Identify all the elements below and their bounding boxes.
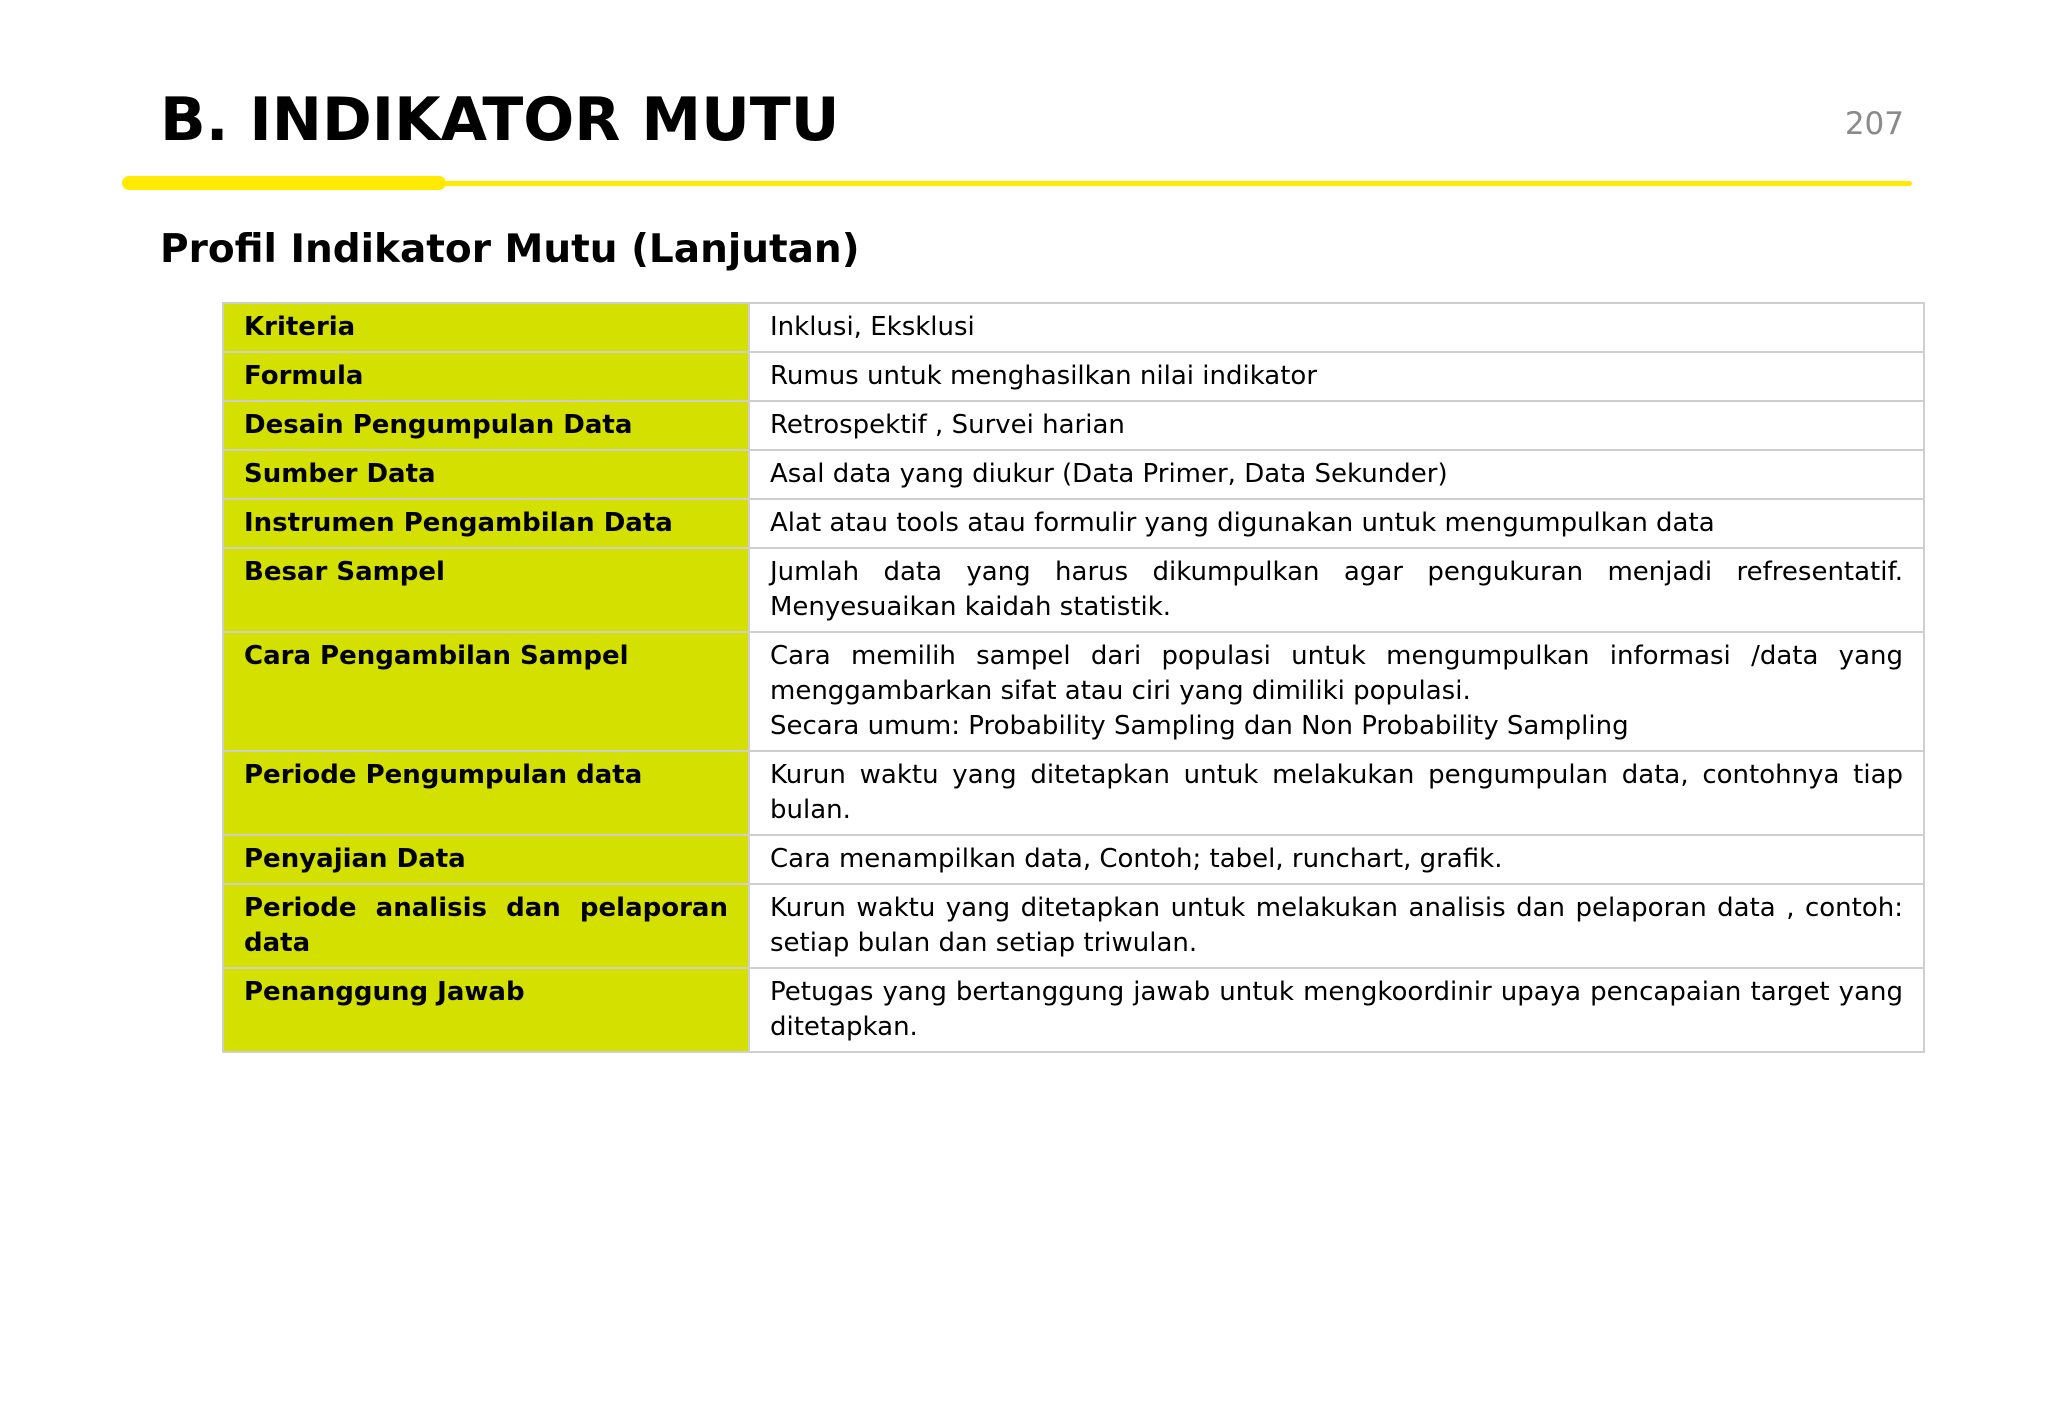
criteria-value-text: Cara memilih sampel dari populasi untuk mengumpulkan informasi /data yang menggambarkan sifat atau ciri yang dimiliki populasi.: [770, 641, 1903, 706]
table-row: [223, 401, 1924, 450]
criteria-value-text: Asal data yang diukur (Data Primer, Data Sekunder): [770, 459, 1448, 489]
criteria-value-cell: [749, 548, 1924, 632]
criteria-label-cell: Periode Pengumpulan data: [223, 751, 749, 835]
indicator-profile-table: [222, 302, 1925, 1053]
criteria-value-text: Kurun waktu yang ditetapkan untuk melakukan analisis dan pelaporan data , contoh: setiap bulan dan setiap triwulan.: [770, 893, 1903, 958]
criteria-value-cell: [749, 401, 1924, 450]
criteria-label-cell: Sumber Data: [223, 450, 749, 499]
criteria-value-cell: [749, 450, 1924, 499]
criteria-label-cell: Penyajian Data: [223, 835, 749, 884]
criteria-value-text: Kurun waktu yang ditetapkan untuk melakukan pengumpulan data, contohnya tiap bulan.: [770, 760, 1903, 825]
section-subtitle: Profil Indikator Mutu (Lanjutan): [160, 227, 860, 272]
indicator-profile-table-body: [223, 303, 1924, 1052]
criteria-value-text: Retrospektif , Survei harian: [770, 410, 1125, 440]
criteria-value-cell: [749, 968, 1924, 1052]
criteria-value-text: Secara umum: Probability Sampling dan Non Probability Sampling: [770, 711, 1629, 741]
criteria-value-cell: [749, 352, 1924, 401]
criteria-label-cell: Cara Pengambilan Sampel: [223, 632, 749, 751]
criteria-label-cell: Desain Pengumpulan Data: [223, 401, 749, 450]
table-row: [223, 968, 1924, 1052]
criteria-value-cell: [749, 303, 1924, 352]
table-row: [223, 499, 1924, 548]
table-row: [223, 352, 1924, 401]
criteria-label-cell: Besar Sampel: [223, 548, 749, 632]
criteria-value-cell: [749, 632, 1924, 751]
criteria-label-cell: Instrumen Pengambilan Data: [223, 499, 749, 548]
criteria-value-text: Jumlah data yang harus dikumpulkan agar pengukuran menjadi refresentatif. Menyesuaikan kaidah statistik.: [770, 557, 1903, 622]
page-title: B. INDIKATOR MUTU: [160, 85, 840, 155]
criteria-label-cell: Penanggung Jawab: [223, 968, 749, 1052]
table-row: [223, 303, 1924, 352]
criteria-value-cell: [749, 751, 1924, 835]
criteria-label-cell: Periode analisis dan pelaporan data: [223, 884, 749, 968]
criteria-value-text: Inklusi, Eksklusi: [770, 312, 975, 342]
criteria-value-cell: [749, 835, 1924, 884]
table-row: [223, 548, 1924, 632]
table-row: [223, 835, 1924, 884]
criteria-value-cell: [749, 884, 1924, 968]
table-row: [223, 632, 1924, 751]
criteria-label-cell: Kriteria: [223, 303, 749, 352]
criteria-label-cell: Formula: [223, 352, 749, 401]
accent-underline-thick-segment: [122, 176, 446, 190]
table-row: [223, 884, 1924, 968]
criteria-value-text: Alat atau tools atau formulir yang digunakan untuk mengumpulkan data: [770, 508, 1715, 538]
criteria-value-text: Rumus untuk menghasilkan nilai indikator: [770, 361, 1318, 391]
criteria-value-text: Petugas yang bertanggung jawab untuk mengkoordinir upaya pencapaian target yang ditetapkan.: [770, 977, 1903, 1042]
criteria-value-text: Cara menampilkan data, Contoh; tabel, runchart, grafik.: [770, 844, 1503, 874]
table-row: [223, 751, 1924, 835]
page-number: 207: [1844, 106, 1904, 142]
table-row: [223, 450, 1924, 499]
criteria-value-cell: [749, 499, 1924, 548]
